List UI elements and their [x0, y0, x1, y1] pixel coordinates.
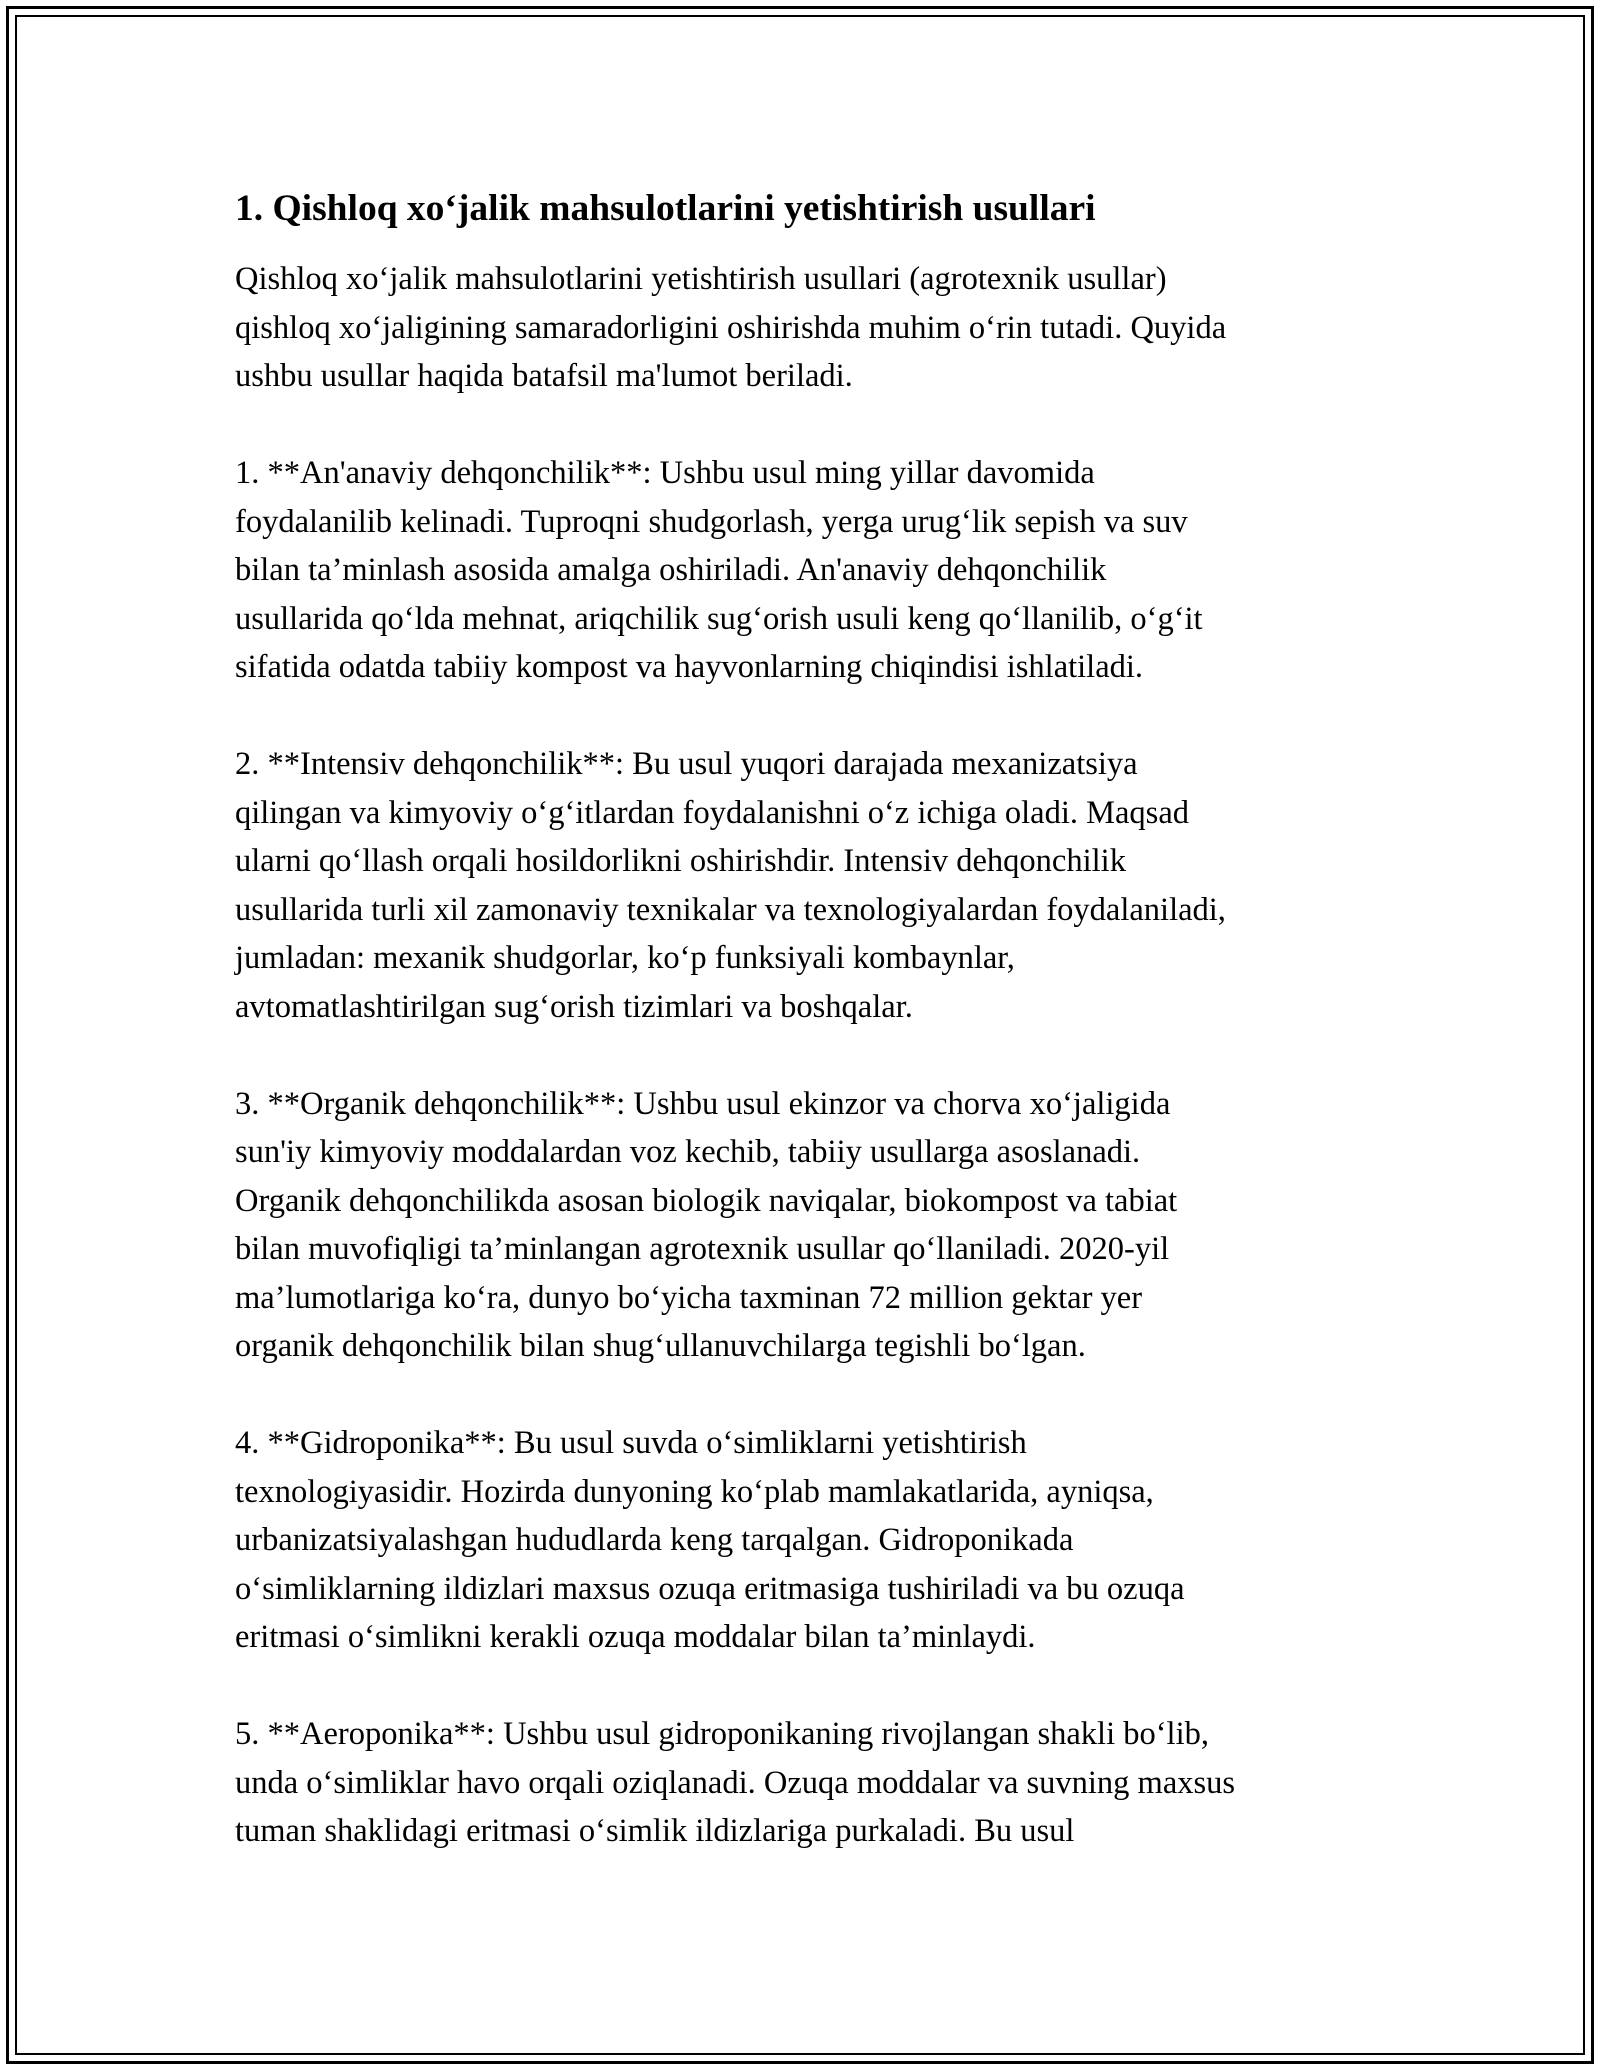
paragraph-line: usullarida turli xil zamonaviy texnikalar va texnologiyalardan foydalaniladi,	[235, 891, 1226, 928]
paragraph-line: 3. **Organik dehqonchilik**: Ushbu usul ekinzor va chorva xo‘jaligida	[235, 1085, 1171, 1122]
paragraph-line: texnologiyasidir. Hozirda dunyoning ko‘plab mamlakatlarida, ayniqsa,	[235, 1473, 1154, 1510]
paragraph-line: Organik dehqonchilikda asosan biologik naviqalar, biokompost va tabiat	[235, 1182, 1178, 1219]
paragraph-line: tuman shaklidagi eritmasi o‘simlik ildizlariga purkaladi. Bu usul	[235, 1813, 1075, 1849]
paragraph-line: unda o‘simliklar havo orqali oziqlanadi. Ozuqa moddalar va suvning maxsus	[235, 1764, 1236, 1801]
paragraph-line: 4. **Gidroponika**: Bu usul suvda o‘simliklarni yetishtirish	[235, 1425, 1027, 1461]
paragraph-line: organik dehqonchilik bilan shug‘ullanuvchilarga tegishli bo‘lgan.	[235, 1328, 1086, 1364]
paragraph-line: urbanizatsiyalashgan hududlarda keng tarqalgan. Gidroponikada	[235, 1522, 1074, 1558]
section-heading: 1. Qishloq xo‘jalik mahsulotlarini yetishtirish usullari	[235, 188, 1096, 229]
paragraph-line: qishloq xo‘jaligining samaradorligini oshirishda muhim o‘rin tutadi. Quyida	[235, 309, 1227, 346]
paragraph-line: ma’lumotlariga ko‘ra, dunyo bo‘yicha taxminan 72 million gektar yer	[235, 1279, 1143, 1316]
paragraph-line: 5. **Aeroponika**: Ushbu usul gidroponikaning rivojlangan shakli bo‘lib,	[235, 1716, 1209, 1752]
paragraph-line: avtomatlashtirilgan sug‘orish tizimlari va boshqalar.	[235, 988, 913, 1025]
paragraph-line: bilan ta’minlash asosida amalga oshiriladi. An'anaviy dehqonchilik	[235, 552, 1107, 588]
paragraph-line: ushbu usullar haqida batafsil ma'lumot beriladi.	[235, 358, 853, 394]
paragraph-line: o‘simliklarning ildizlari maxsus ozuqa eritmasiga tushiriladi va bu ozuqa	[235, 1570, 1185, 1607]
paragraph-line: 1. **An'anaviy dehqonchilik**: Ushbu usul ming yillar davomida	[235, 455, 1095, 491]
traditional-farming-paragraph	[235, 449, 1375, 692]
paragraph-line: sun'iy kimyoviy moddalardan voz kechib, tabiiy usullarga asoslanadi.	[235, 1134, 1141, 1170]
intro-paragraph	[235, 255, 1375, 401]
paragraph-line: jumladan: mexanik shudgorlar, ko‘p funksiyali kombaynlar,	[235, 940, 1015, 976]
paragraph-line: foydalanilib kelinadi. Tuproqni shudgorlash, yerga urug‘lik sepish va suv	[235, 503, 1188, 540]
paragraph-line: Qishloq xo‘jalik mahsulotlarini yetishtirish usullari (agrotexnik usullar)	[235, 261, 1167, 297]
document-body	[235, 185, 1375, 1904]
organic-farming-paragraph	[235, 1080, 1375, 1371]
intensive-farming-paragraph	[235, 740, 1375, 1031]
paragraph-line: bilan muvofiqligi ta’minlangan agrotexnik usullar qo‘llaniladi. 2020-yil	[235, 1231, 1170, 1267]
aeroponics-paragraph	[235, 1710, 1375, 1856]
paragraph-line: eritmasi o‘simlikni kerakli ozuqa moddalar bilan ta’minlaydi.	[235, 1619, 1036, 1655]
hydroponics-paragraph	[235, 1419, 1375, 1662]
paragraph-line: usullarida qo‘lda mehnat, ariqchilik sug‘orish usuli keng qo‘llanilib, o‘g‘it	[235, 600, 1203, 637]
paragraph-line: sifatida odatda tabiiy kompost va hayvonlarning chiqindisi ishlatiladi.	[235, 649, 1144, 685]
paragraph-line: qilingan va kimyoviy o‘g‘itlardan foydalanishni o‘z ichiga oladi. Maqsad	[235, 794, 1190, 831]
paragraph-line: 2. **Intensiv dehqonchilik**: Bu usul yuqori darajada mexanizatsiya	[235, 746, 1138, 782]
paragraph-line: ularni qo‘llash orqali hosildorlikni oshirishdir. Intensiv dehqonchilik	[235, 843, 1126, 879]
